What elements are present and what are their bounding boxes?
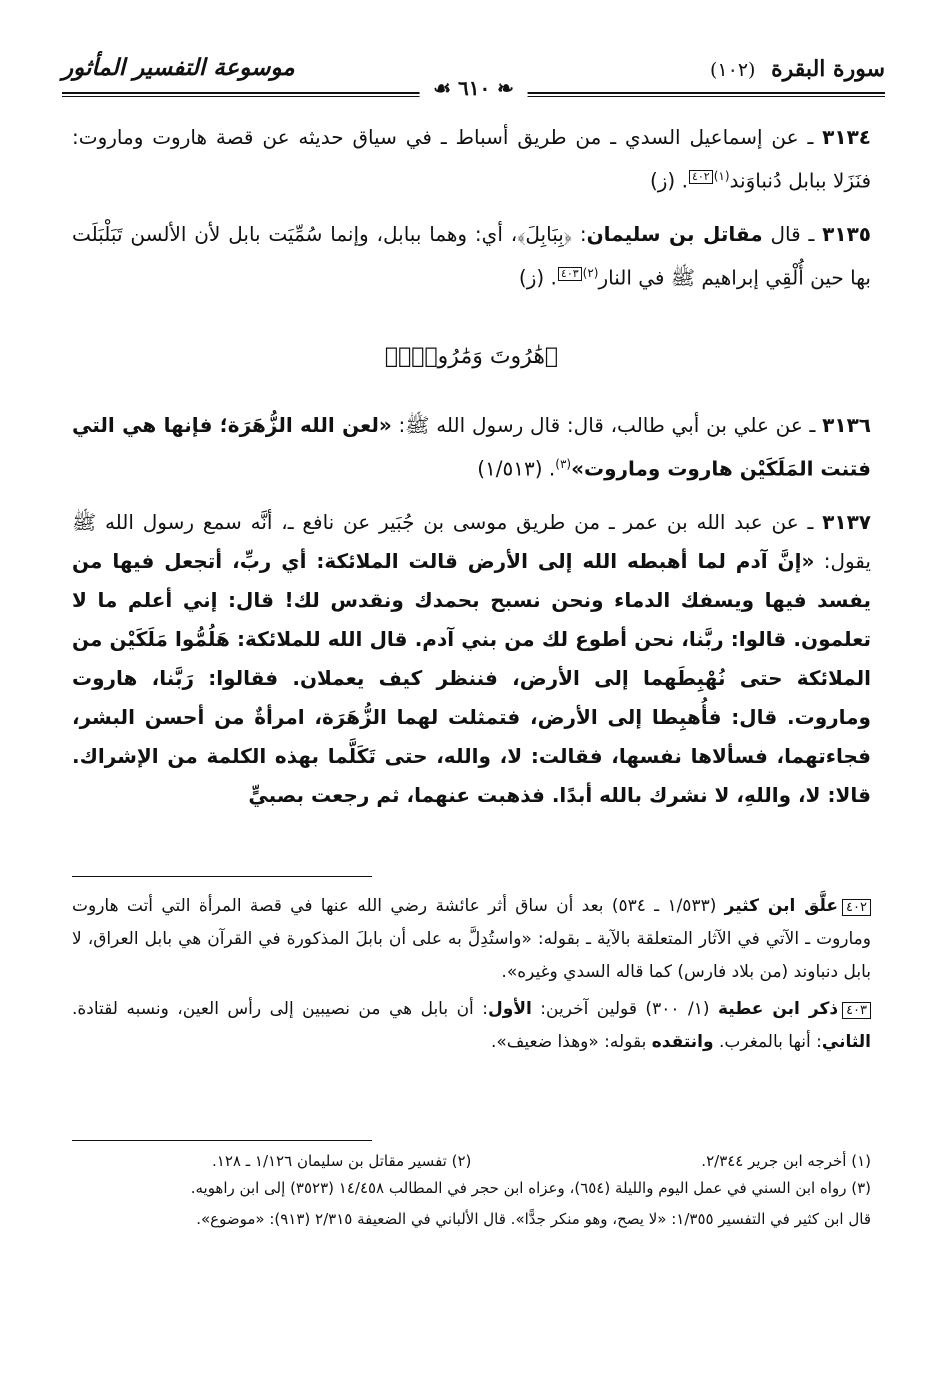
first-opinion-text: : أن بابل هي من نصيبين إلى رأس العين، ونسبه لقتادة. [72,999,488,1019]
commentary-separator [72,876,372,877]
page-header [62,52,885,98]
footnote-ref[interactable]: (١) [713,169,730,183]
narration-tail: . (١/٥١٣) [477,456,556,481]
footnote-ref[interactable]: (٢) [582,265,599,280]
narration-text: ـ عن علي بن أبي طالب، قال: قال رسول الله ﷺ: [391,413,823,438]
narration-number: ٣١٣٥ [822,221,871,246]
narration-text: : ﴿بِبَابِلَ﴾، أي: وهما ببابل، وإنما سُمِّيَت بابل لأن الألسن تَبَلْبَلَت بها حين أُلْقِي إبراهيم ﷺ في النار [72,221,871,290]
commentary-ref[interactable]: ٤٠٣ [558,267,582,281]
critique-text: بقوله: «وهذا ضعيف». [490,1032,652,1052]
footnote-ref[interactable]: (٣) [555,457,572,472]
paragraph-3134 [72,118,871,201]
first-opinion-label: الأول [488,999,532,1019]
footnote-3-note: قال ابن كثير في التفسير ١/٣٥٥: «لا يصح، وهو منكر جدًّا». قال الألباني في الضعيفة ٢/٣١٥ (٩١٣): «موضوع». [196,1210,871,1228]
commentary-402 [72,890,871,989]
commentary-number: ٤٠٢ [842,899,871,916]
commentary-notes [72,890,871,1063]
narration-number: ٣١٣٧ [822,509,871,534]
footnote-3: (٣) رواه ابن السني في عمل اليوم والليلة (٦٥٤)، وعزاه ابن حجر في المطالب ١٤/٤٥٨ (٣٥٢٣) إلى ابن راهويه. [190,1179,871,1197]
footnote-1: (١) أخرجه ابن جرير ٢/٣٤٤. [701,1152,871,1170]
surah-name: سورة البقرة [771,56,885,82]
ornament-icon: ☙ [433,76,451,100]
paragraph-3137 [72,503,871,815]
hadith-text: «إنَّ آدم لما أهبطه الله إلى الأرض قالت الملائكة: أي ربِّ، أتجعل فيها من يفسد فيها ويسفك الدماء ونحن نسبح بحمدك ونقدس لك! قال: إني أعلم ما لا تعلمون. قالوا: ربَّنا، نحن أطوع لك من بني آدم. قال الله للملائكة: هَلُمُّوا مَلَكَيْن من الملائكة حتى نُهْبِطَهما إلى الأرض، فننظر كيف يعملان. فقالوا: رَبَّنا، هاروت وماروت. قال: فأُهبِطا إلى الأرض، فتمثلت لهما الزُّهَرَة، امرأةٌ من أحسن البشر، فجاءتهما، فسألاها نفسها، فقالت: لا، والله، حتى تَكَلَّما بهذه الكلمة من الإشراك. قالا: لا، واللهِ، لا نشرك بالله أبدًا. فذهبت عنهما، ثم رجعت بصبيٍّ [72,548,871,807]
main-text [72,118,871,829]
paragraph-3135 [72,215,871,298]
narration-intro: ـ قال [762,221,823,246]
second-opinion-text: : أنها بالمغرب. [713,1032,822,1052]
page-number: ❧ ٦١٠ ☙ [419,76,528,100]
commentary-text: (١/ ٣٠٠) قولين آخرين: [531,999,718,1019]
narration-text: ـ عن عبد الله بن عمر ـ من طريق موسى بن جُبَير عن نافع ـ، أنَّه سمع رسول الله ﷺ يقول: [72,509,871,573]
footnote-row [72,1148,871,1175]
narration-number: ٣١٣٤ [822,125,871,149]
commentary-text: (١/٥٣٣ ـ ٥٣٤) بعد أن ساق أثر عائشة رضي الله عنها في قصة المرأة التي أتت هاروت وماروت ـ الآتي في الآثار المتعلقة بالآية ـ بقوله: «واستُدِلَّ به على أن بابلَ المذكورة في القرآن هي بابل العراق، لا بابل دنباوند (من بلاد فارس) كما قاله السدي وغيره». [72,896,871,982]
narration-number: ٣١٣٦ [822,413,871,438]
book-title: موسوعة التفسير المأثور [62,54,295,81]
commentary-403 [72,993,871,1059]
ornament-icon: ❧ [497,76,514,100]
narrator-name: مقاتل بن سليمان [586,221,763,246]
commentary-ref[interactable]: ٤٠٢ [689,170,713,184]
narration-tail: . (ز) [649,168,688,193]
hadith-text: «لعن الله الزُّهَرَة؛ فإنها هي التي فتنت المَلَكَيْن هاروت وماروت» [72,413,871,481]
verse-heading: ﴿هَٰرُوتَ وَمَٰرُوتَۚ﴾ [384,344,559,370]
footnote-2: (٢) تفسير مقاتل بن سليمان ١/١٢٦ ـ ١٢٨. [212,1152,472,1170]
commentary-number: ٤٠٣ [842,1002,871,1019]
commentary-lead: ذكر ابن عطية [717,999,839,1019]
paragraph-3136 [72,406,871,489]
narration-text: ـ عن إسماعيل السدي ـ من طريق أسباط ـ في سياق حديثه عن قصة هاروت وماروت: فنَزَلا ببابل دُنباوَند [72,125,871,193]
commentary-lead: علَّق ابن كثير [724,896,839,916]
critique-label: وانتقده [651,1032,714,1052]
narration-tail: . (ز) [518,265,557,290]
footnotes [72,1148,871,1233]
surah-title [710,56,885,82]
second-opinion-label: الثاني [821,1032,871,1052]
footnote-separator [72,1140,372,1141]
verse-reference: (١٠٢) [710,59,756,81]
